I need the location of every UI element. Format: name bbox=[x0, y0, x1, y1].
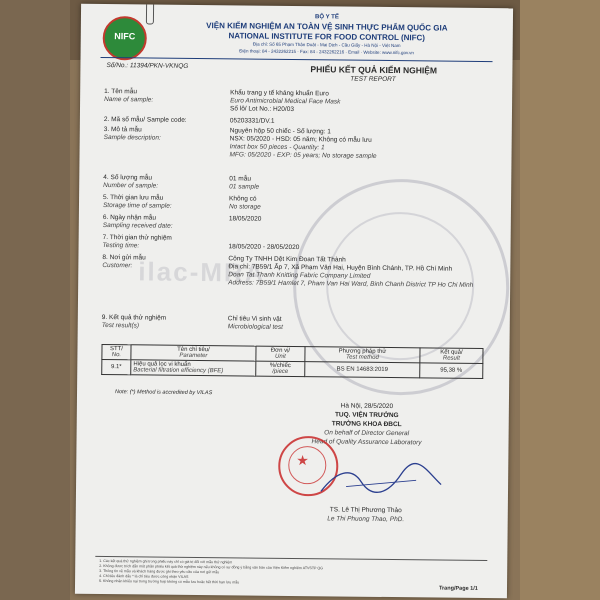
background-left bbox=[0, 0, 70, 600]
position-en: Head of Quality Assurance Laboratory bbox=[311, 438, 422, 447]
footnote-3: 3. Thông tin về mẫu và khách hàng được ghi theo yêu cầu của nơi gửi mẫu bbox=[99, 568, 220, 575]
field-customer: 8. Nơi gửi mẫu Customer: Công Ty TNHH Dệt Kim Đoan Tất Thành Địa chỉ: 7B59/1 Ấp 7, Xã Phạm Văn Hai, Huyện Bình Chánh, TP. Hồ Chí Minh Doan Tat Thanh Knitting Fabric Company Limited Address: 7B59/1 Hamlet 7, Pham Van Hai Ward, Binh Chanh District TP Ho Chi Minh bbox=[102, 253, 474, 289]
position-vi: TRƯỞNG KHOA ĐBCL bbox=[331, 420, 402, 429]
report-title: PHIẾU KẾT QUẢ KIỂM NGHIỆM bbox=[310, 64, 438, 76]
stamp-star-icon: ★ bbox=[296, 452, 309, 469]
field-testing-time: 7. Thời gian thử nghiệm Testing time: 18/05/2020 - 28/05/2020 bbox=[102, 233, 300, 252]
signer-name-en: Le Thi Phuong Thao, PhD. bbox=[327, 515, 405, 524]
table-note: Note: (*) Method is accredited by VILAS bbox=[115, 389, 213, 397]
table-row: 9.1* Hiệu quả lọc vi khuẩn Bacterial filtration efficiency (BFE) %/chiếc /piece BS EN 14683:2019 95,38 % bbox=[102, 359, 483, 378]
field-sample-name: 1. Tên mẫu Name of sample: Khẩu trang y tế kháng khuẩn Euro Euro Antimicrobial Medical Face Mask Số lô/ Lot No.: H20/03 bbox=[104, 88, 341, 113]
page-number: Trang/Page 1/1 bbox=[438, 585, 478, 592]
place-date: Hà Nội, 28/5/2020 bbox=[340, 402, 394, 411]
institute-name-vi: VIỆN KIỂM NGHIỆM AN TOÀN VỆ SINH THỰC PHẨM QUỐC GIA bbox=[206, 21, 448, 33]
ministry-name: BỘ Y TẾ bbox=[315, 14, 339, 21]
footnote-1: 1. Các kết quả thử nghiệm ghi trong phiếu này chỉ có giá trị đối với mẫu thử nghiệm bbox=[99, 558, 233, 565]
footnote-2: 2. Không được trích dẫn một phần phiếu kết quả thử nghiệm này nếu không có sự đồng ý bằng văn bản của Viện Kiểm nghiệm ATVSTP QG bbox=[99, 563, 323, 571]
ilac-mra-watermark: ilac-MRA bbox=[138, 256, 266, 288]
results-table bbox=[101, 344, 483, 379]
on-behalf-en: On behalf of Director General bbox=[324, 429, 410, 438]
institute-contact: Điện thoại: 84 - 2432262215 · Fax: 84 - 2432262216 · Email · Website: www.nifc.gov.vn bbox=[239, 48, 414, 56]
field-sample-code: 2. Mã số mẫu/ Sample code: 05203331/DV.1 bbox=[103, 115, 275, 125]
institute-name-en: NATIONAL INSTITUTE FOR FOOD CONTROL (NIFC) bbox=[228, 31, 426, 43]
signer-name-vi: TS. Lê Thị Phương Thảo bbox=[329, 506, 402, 515]
footnote-5: 5. Không nhận khiếu nại trong trường hợp không có mẫu lưu hoặc hết thời hạn lưu mẫu bbox=[99, 578, 240, 585]
field-sample-description: 3. Mô tả mẫu Sample description: Nguyên hộp 50 chiếc - Số lượng: 1 NSX: 05/2020 - HSD: 05 năm; Không có mẫu lưu Intact box 50 pieces - Quantity: 1 MFG: 05/2020 - EXP: 05 years; No storage sample bbox=[103, 125, 377, 160]
field-received-date: 6. Ngày nhận mẫu Sampling received date: 18/05/2020 bbox=[102, 213, 262, 230]
logo-text: NIFC bbox=[114, 31, 136, 42]
field-test-results: 9. Kết quả thử nghiệm Test result(s) Chỉ tiêu Vi sinh vật Microbiological test bbox=[101, 313, 284, 331]
report-title-en: TEST REPORT bbox=[350, 75, 396, 84]
handwritten-signature bbox=[316, 461, 446, 502]
report-number: Số/No.: 11394/PKN-VKNQG bbox=[106, 62, 189, 70]
institute-address: Địa chỉ: Số 65 Phạm Thận Duật - Mai Dịch - Cầu Giấy - Hà Nội - Việt Nam bbox=[252, 41, 401, 49]
footnote-4: 4. Chỉ tiêu đánh dấu * là chỉ tiêu được công nhận VILAS bbox=[99, 573, 189, 579]
test-report-document bbox=[75, 4, 513, 598]
header-divider bbox=[101, 57, 493, 62]
field-number-of-sample: 4. Số lượng mẫu Number of sample: 01 mẫu 01 sample bbox=[103, 173, 260, 191]
on-behalf-vi: TUQ. VIỆN TRƯỞNG bbox=[334, 411, 399, 420]
nifc-logo bbox=[103, 16, 147, 60]
field-storage-time: 5. Thời gian lưu mẫu Storage time of sample: Không có No storage bbox=[102, 193, 261, 211]
table-header-row: STT/ No. Tên chỉ tiêu/ Parameter Đơn vị/ Unit Phương pháp thử Test method Kết quả/ Result bbox=[102, 344, 483, 363]
background-right bbox=[520, 0, 600, 600]
